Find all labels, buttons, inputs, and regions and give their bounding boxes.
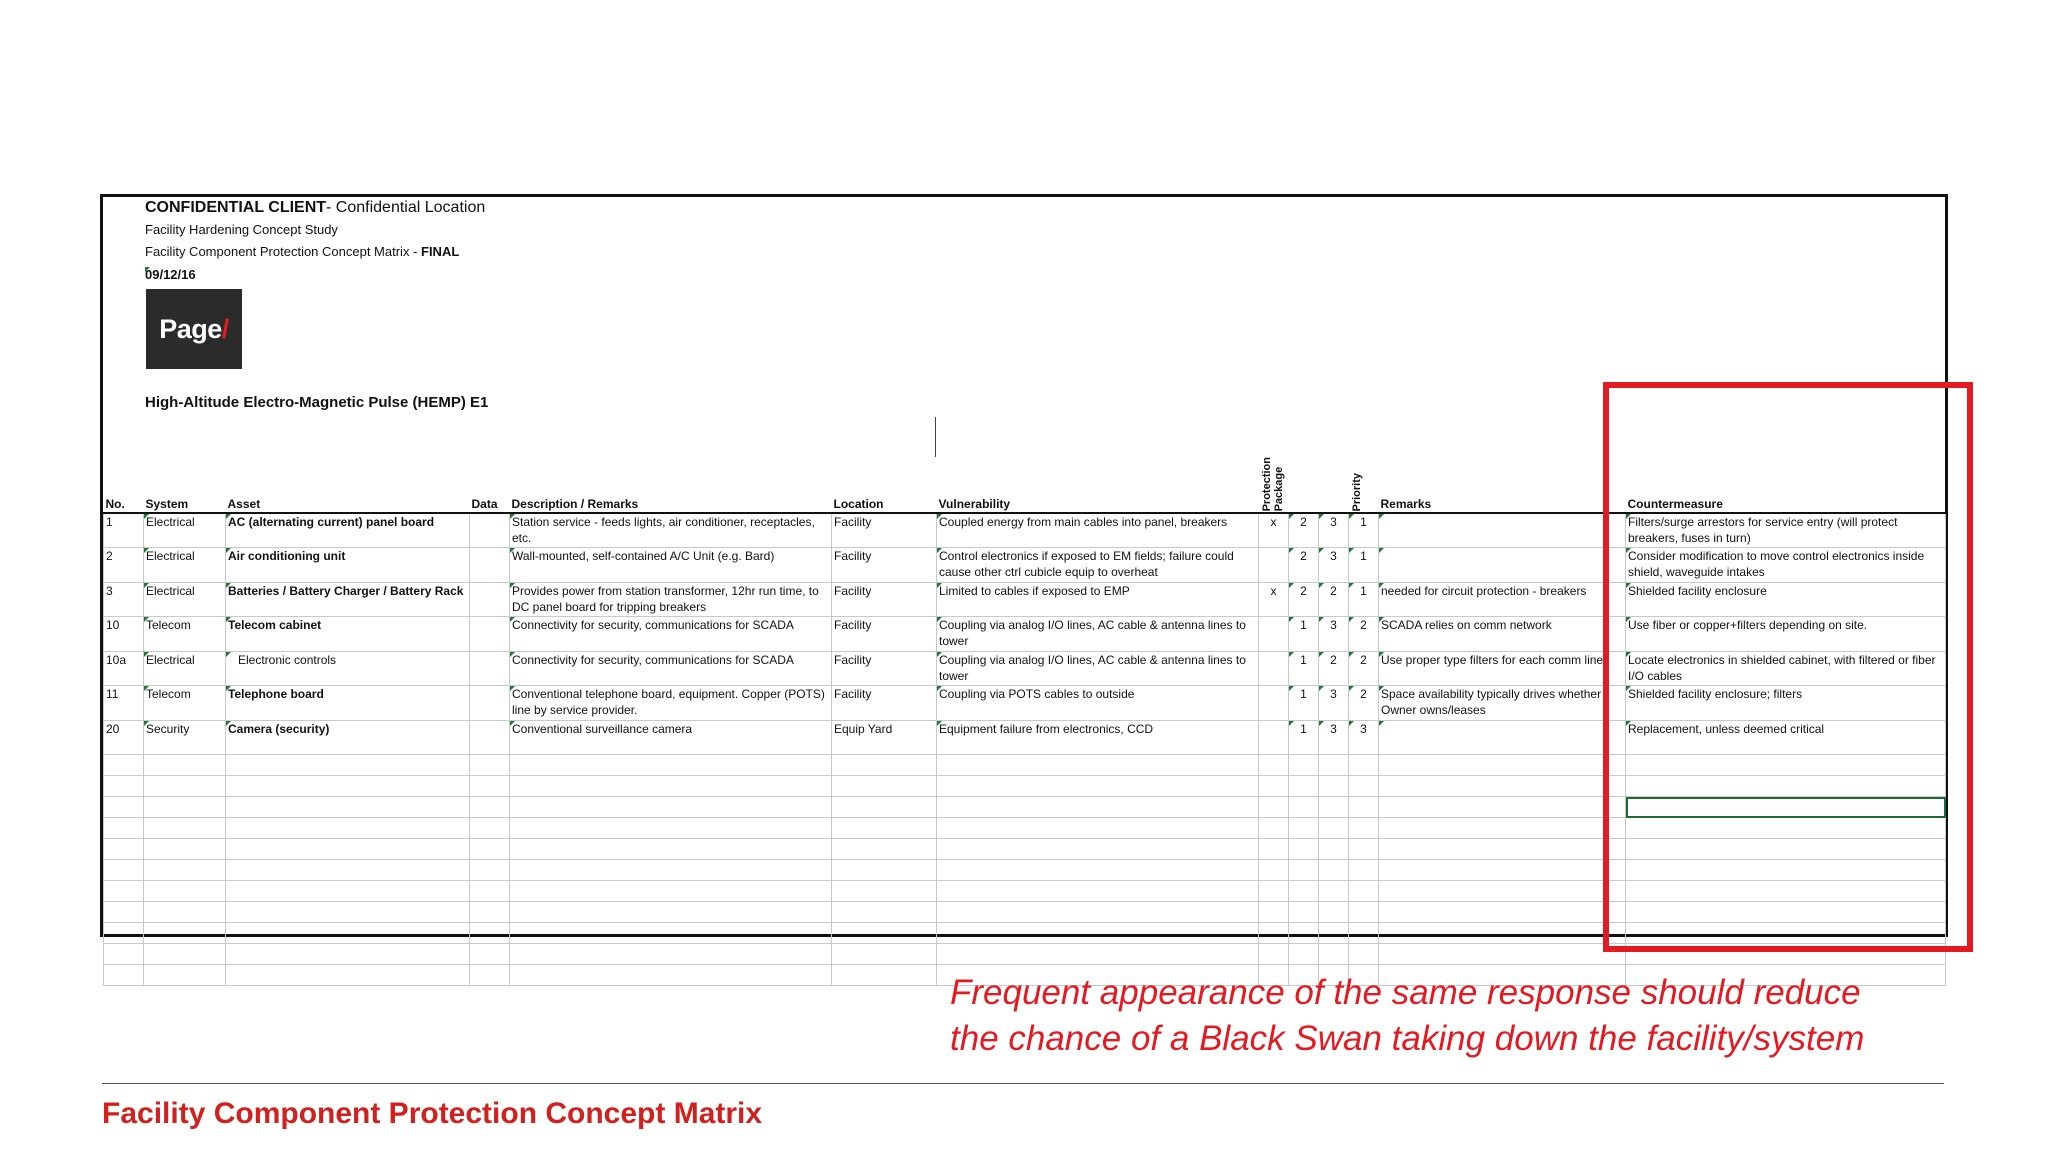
- cell-countermeasure[interactable]: Shielded facility enclosure: [1626, 582, 1946, 617]
- col-header-location[interactable]: Location: [832, 457, 937, 513]
- cell-remarks[interactable]: [1379, 720, 1626, 755]
- cell-score-1[interactable]: 1: [1289, 720, 1319, 755]
- empty-cell[interactable]: [1289, 923, 1319, 944]
- empty-cell[interactable]: [937, 923, 1259, 944]
- cell-countermeasure[interactable]: Consider modification to move control electronics inside shield, waveguide intakes: [1626, 548, 1946, 583]
- empty-cell[interactable]: [832, 881, 937, 902]
- cell-system[interactable]: Electrical: [144, 582, 226, 617]
- empty-cell[interactable]: [1319, 944, 1349, 965]
- col-header-vulnerability[interactable]: Vulnerability: [937, 457, 1259, 513]
- empty-cell[interactable]: [1259, 881, 1289, 902]
- empty-cell[interactable]: [144, 881, 226, 902]
- empty-cell[interactable]: [1349, 797, 1379, 818]
- cell-priority[interactable]: 2: [1349, 686, 1379, 721]
- cell-score-1[interactable]: 2: [1289, 582, 1319, 617]
- empty-cell[interactable]: [1379, 797, 1626, 818]
- cell-asset[interactable]: Air conditioning unit: [226, 548, 470, 583]
- matrix-title: [145, 244, 459, 259]
- cell-score-1[interactable]: 2: [1289, 548, 1319, 583]
- cell-countermeasure[interactable]: Filters/surge arrestors for service entry (will protect breakers, fuses in turn): [1626, 513, 1946, 548]
- col-header-description[interactable]: Description / Remarks: [510, 457, 832, 513]
- empty-cell[interactable]: [510, 944, 832, 965]
- col-header-countermeasure[interactable]: Countermeasure: [1626, 457, 1946, 513]
- empty-cell[interactable]: [832, 965, 937, 986]
- empty-cell[interactable]: [1289, 881, 1319, 902]
- cell-description[interactable]: Connectivity for security, communications for SCADA: [510, 651, 832, 686]
- empty-cell[interactable]: [1259, 818, 1289, 839]
- empty-cell[interactable]: [510, 755, 832, 776]
- empty-cell[interactable]: [832, 944, 937, 965]
- cell-asset[interactable]: Telephone board: [226, 686, 470, 721]
- empty-cell[interactable]: [937, 755, 1259, 776]
- cell-data[interactable]: [470, 686, 510, 721]
- cell-no[interactable]: 10a: [104, 651, 144, 686]
- empty-cell[interactable]: [1379, 839, 1626, 860]
- empty-cell[interactable]: [144, 818, 226, 839]
- empty-cell[interactable]: [510, 881, 832, 902]
- empty-cell[interactable]: [1349, 944, 1379, 965]
- client-location: - Confidential Location: [326, 199, 486, 216]
- cell-score-1[interactable]: 2: [1289, 513, 1319, 548]
- empty-cell[interactable]: [1259, 755, 1289, 776]
- empty-cell[interactable]: [226, 839, 470, 860]
- annotation-callout: [950, 970, 1970, 1062]
- col-header-blank-1[interactable]: [1289, 457, 1319, 513]
- empty-cell[interactable]: [937, 944, 1259, 965]
- cell-remarks[interactable]: SCADA relies on comm network: [1379, 617, 1626, 652]
- empty-cell[interactable]: [937, 818, 1259, 839]
- cell-vulnerability[interactable]: Control electronics if exposed to EM fields; failure could cause other ctrl cubicle equip to overheat: [937, 548, 1259, 583]
- cell-countermeasure[interactable]: Replacement, unless deemed critical: [1626, 720, 1946, 755]
- annotation-line-1: Frequent appearance of the same response should reduce: [950, 973, 1861, 1012]
- empty-cell[interactable]: [1259, 797, 1289, 818]
- empty-cell[interactable]: [1379, 818, 1626, 839]
- cell-no[interactable]: 20: [104, 720, 144, 755]
- empty-cell[interactable]: [1319, 776, 1349, 797]
- cell-score-2[interactable]: 2: [1319, 582, 1349, 617]
- empty-cell[interactable]: [1319, 797, 1349, 818]
- empty-cell[interactable]: [1349, 839, 1379, 860]
- empty-cell[interactable]: [470, 902, 510, 923]
- cell-remarks[interactable]: needed for circuit protection - breakers: [1379, 582, 1626, 617]
- empty-cell[interactable]: [226, 965, 470, 986]
- empty-cell[interactable]: [144, 860, 226, 881]
- logo-slash: /: [221, 313, 229, 344]
- empty-cell[interactable]: [470, 965, 510, 986]
- empty-cell[interactable]: [1319, 923, 1349, 944]
- empty-cell[interactable]: [1319, 755, 1349, 776]
- cell-description[interactable]: Wall-mounted, self-contained A/C Unit (e.g. Bard): [510, 548, 832, 583]
- empty-cell[interactable]: [510, 818, 832, 839]
- empty-cell[interactable]: [1379, 923, 1626, 944]
- empty-cell[interactable]: [1259, 839, 1289, 860]
- cell-no[interactable]: 2: [104, 548, 144, 583]
- cell-vulnerability[interactable]: Coupling via POTS cables to outside: [937, 686, 1259, 721]
- cell-data[interactable]: [470, 617, 510, 652]
- empty-cell[interactable]: [1349, 818, 1379, 839]
- empty-cell[interactable]: [144, 797, 226, 818]
- cell-location[interactable]: Facility: [832, 582, 937, 617]
- cell-data[interactable]: [470, 582, 510, 617]
- empty-cell[interactable]: [1379, 944, 1626, 965]
- empty-cell[interactable]: [144, 944, 226, 965]
- empty-cell[interactable]: [1259, 860, 1289, 881]
- empty-cell[interactable]: [104, 923, 144, 944]
- empty-cell[interactable]: [470, 818, 510, 839]
- empty-cell[interactable]: [104, 902, 144, 923]
- header-divider: [935, 417, 936, 457]
- empty-cell[interactable]: [832, 923, 937, 944]
- empty-cell[interactable]: [1289, 755, 1319, 776]
- footer-divider: [102, 1083, 1944, 1084]
- cell-asset[interactable]: Electronic controls: [226, 651, 470, 686]
- empty-cell[interactable]: [144, 776, 226, 797]
- cell-score-2[interactable]: 2: [1319, 651, 1349, 686]
- col-header-system[interactable]: System: [144, 457, 226, 513]
- client-name: CONFIDENTIAL CLIENT: [145, 199, 327, 216]
- empty-cell[interactable]: [510, 797, 832, 818]
- empty-cell[interactable]: [104, 944, 144, 965]
- countermeasure-highlight-box: [1603, 382, 1973, 952]
- empty-cell[interactable]: [1259, 923, 1289, 944]
- empty-cell[interactable]: [1349, 755, 1379, 776]
- empty-cell[interactable]: [144, 755, 226, 776]
- logo-text: Page: [159, 313, 222, 344]
- cell-remarks[interactable]: Space availability typically drives whether Owner owns/leases: [1379, 686, 1626, 721]
- empty-cell[interactable]: [104, 776, 144, 797]
- col-header-protection-package[interactable]: [1259, 457, 1289, 513]
- matrix-final-label: FINAL: [421, 244, 460, 259]
- empty-cell[interactable]: [937, 797, 1259, 818]
- cell-data[interactable]: [470, 651, 510, 686]
- empty-cell[interactable]: [470, 776, 510, 797]
- cell-score-2[interactable]: 3: [1319, 513, 1349, 548]
- col-header-priority[interactable]: [1349, 457, 1379, 513]
- cell-score-2[interactable]: 3: [1319, 720, 1349, 755]
- cell-protection-package[interactable]: x: [1259, 582, 1289, 617]
- empty-cell[interactable]: [937, 902, 1259, 923]
- empty-cell[interactable]: [1319, 881, 1349, 902]
- empty-cell[interactable]: [104, 965, 144, 986]
- empty-cell[interactable]: [1379, 881, 1626, 902]
- cell-priority[interactable]: 1: [1349, 548, 1379, 583]
- empty-cell[interactable]: [832, 860, 937, 881]
- cell-score-1[interactable]: 1: [1289, 617, 1319, 652]
- page-logo: [146, 289, 242, 369]
- empty-cell[interactable]: [226, 881, 470, 902]
- cell-data[interactable]: [470, 720, 510, 755]
- col-header-blank-2[interactable]: [1319, 457, 1349, 513]
- cell-location[interactable]: Equip Yard: [832, 720, 937, 755]
- cell-data[interactable]: [470, 513, 510, 548]
- cell-description[interactable]: Provides power from station transformer, 12hr run time, to DC panel board for tripping breakers: [510, 582, 832, 617]
- cell-system[interactable]: Electrical: [144, 513, 226, 548]
- empty-cell[interactable]: [104, 860, 144, 881]
- empty-cell[interactable]: [1289, 818, 1319, 839]
- empty-cell[interactable]: [1379, 776, 1626, 797]
- annotation-line-2: the chance of a Black Swan taking down the facility/system: [950, 1019, 1865, 1058]
- cell-priority[interactable]: 2: [1349, 651, 1379, 686]
- empty-cell[interactable]: [1349, 902, 1379, 923]
- empty-cell[interactable]: [1289, 860, 1319, 881]
- cell-protection-package[interactable]: [1259, 617, 1289, 652]
- cell-countermeasure[interactable]: Shielded facility enclosure; filters: [1626, 686, 1946, 721]
- cell-no[interactable]: 3: [104, 582, 144, 617]
- empty-cell[interactable]: [937, 776, 1259, 797]
- cell-protection-package[interactable]: [1259, 720, 1289, 755]
- cell-score-1[interactable]: 1: [1289, 686, 1319, 721]
- empty-cell[interactable]: [832, 839, 937, 860]
- empty-cell[interactable]: [470, 944, 510, 965]
- empty-cell[interactable]: [470, 860, 510, 881]
- empty-cell[interactable]: [144, 839, 226, 860]
- study-title: Facility Hardening Concept Study: [145, 222, 338, 237]
- empty-cell[interactable]: [937, 881, 1259, 902]
- empty-cell[interactable]: [144, 965, 226, 986]
- cell-system[interactable]: Telecom: [144, 686, 226, 721]
- empty-cell[interactable]: [832, 818, 937, 839]
- cell-location[interactable]: Facility: [832, 686, 937, 721]
- empty-cell[interactable]: [832, 902, 937, 923]
- cell-protection-package[interactable]: [1259, 548, 1289, 583]
- cell-vulnerability[interactable]: Coupling via analog I/O lines, AC cable & antenna lines to tower: [937, 651, 1259, 686]
- cell-location[interactable]: Facility: [832, 651, 937, 686]
- priority-label: Priority: [1350, 472, 1363, 512]
- protection-package-label: Protection Package: [1260, 457, 1285, 512]
- cell-priority[interactable]: 1: [1349, 513, 1379, 548]
- empty-cell[interactable]: [1349, 881, 1379, 902]
- empty-cell[interactable]: [1259, 902, 1289, 923]
- empty-cell[interactable]: [226, 944, 470, 965]
- empty-cell[interactable]: [1259, 776, 1289, 797]
- empty-cell[interactable]: [226, 797, 470, 818]
- empty-cell[interactable]: [1319, 818, 1349, 839]
- cell-remarks[interactable]: [1379, 548, 1626, 583]
- section-title: High-Altitude Electro-Magnetic Pulse (HEMP) E1: [145, 394, 489, 411]
- empty-cell[interactable]: [1349, 860, 1379, 881]
- cell-location[interactable]: Facility: [832, 548, 937, 583]
- empty-cell[interactable]: [1289, 944, 1319, 965]
- cell-protection-package[interactable]: [1259, 651, 1289, 686]
- empty-cell[interactable]: [144, 923, 226, 944]
- cell-system[interactable]: Telecom: [144, 617, 226, 652]
- empty-cell[interactable]: [470, 923, 510, 944]
- empty-cell[interactable]: [1349, 776, 1379, 797]
- col-header-data[interactable]: Data: [470, 457, 510, 513]
- cell-location[interactable]: Facility: [832, 617, 937, 652]
- document-date: 09/12/16: [145, 267, 1987, 282]
- cell-vulnerability[interactable]: Limited to cables if exposed to EMP: [937, 582, 1259, 617]
- cell-location[interactable]: Facility: [832, 513, 937, 548]
- empty-cell[interactable]: [510, 839, 832, 860]
- empty-cell[interactable]: [104, 881, 144, 902]
- cell-asset[interactable]: Batteries / Battery Charger / Battery Rack: [226, 582, 470, 617]
- empty-cell[interactable]: [226, 818, 470, 839]
- empty-cell[interactable]: [104, 797, 144, 818]
- cell-priority[interactable]: 2: [1349, 617, 1379, 652]
- col-header-no[interactable]: No.: [104, 457, 144, 513]
- cell-data[interactable]: [470, 548, 510, 583]
- empty-cell[interactable]: [1379, 860, 1626, 881]
- cell-asset[interactable]: Telecom cabinet: [226, 617, 470, 652]
- col-header-remarks[interactable]: Remarks: [1379, 457, 1626, 513]
- empty-cell[interactable]: [226, 755, 470, 776]
- empty-cell[interactable]: [937, 860, 1259, 881]
- empty-cell[interactable]: [226, 923, 470, 944]
- cell-score-1[interactable]: 1: [1289, 651, 1319, 686]
- cell-description[interactable]: Connectivity for security, communications for SCADA: [510, 617, 832, 652]
- empty-cell[interactable]: [226, 902, 470, 923]
- cell-no[interactable]: 10: [104, 617, 144, 652]
- cell-vulnerability[interactable]: Coupling via analog I/O lines, AC cable & antenna lines to tower: [937, 617, 1259, 652]
- cell-countermeasure[interactable]: Use fiber or copper+filters depending on site.: [1626, 617, 1946, 652]
- cell-description[interactable]: Station service - feeds lights, air conditioner, receptacles, etc.: [510, 513, 832, 548]
- matrix-title-text: Facility Component Protection Concept Matrix -: [145, 244, 421, 259]
- cell-priority[interactable]: 3: [1349, 720, 1379, 755]
- empty-cell[interactable]: [1319, 902, 1349, 923]
- empty-cell[interactable]: [1379, 902, 1626, 923]
- cell-system[interactable]: Electrical: [144, 651, 226, 686]
- empty-cell[interactable]: [1289, 797, 1319, 818]
- cell-description[interactable]: Conventional telephone board, equipment. Copper (POTS) line by service provider.: [510, 686, 832, 721]
- empty-cell[interactable]: [1379, 755, 1626, 776]
- empty-cell[interactable]: [1289, 902, 1319, 923]
- empty-cell[interactable]: [104, 755, 144, 776]
- empty-cell[interactable]: [104, 818, 144, 839]
- cell-remarks[interactable]: [1379, 513, 1626, 548]
- cell-countermeasure[interactable]: Locate electronics in shielded cabinet, with filtered or fiber I/O cables: [1626, 651, 1946, 686]
- cell-score-2[interactable]: 3: [1319, 617, 1349, 652]
- cell-score-2[interactable]: 3: [1319, 548, 1349, 583]
- empty-cell[interactable]: [1259, 944, 1289, 965]
- footer-title: Facility Component Protection Concept Matrix: [102, 1097, 763, 1130]
- client-line: [145, 199, 485, 217]
- cell-description[interactable]: Conventional surveillance camera: [510, 720, 832, 755]
- empty-cell[interactable]: [1349, 923, 1379, 944]
- cell-remarks[interactable]: Use proper type filters for each comm line.: [1379, 651, 1626, 686]
- empty-cell[interactable]: [510, 965, 832, 986]
- cell-score-2[interactable]: 3: [1319, 686, 1349, 721]
- empty-cell[interactable]: [104, 839, 144, 860]
- cell-vulnerability[interactable]: Equipment failure from electronics, CCD: [937, 720, 1259, 755]
- cell-priority[interactable]: 1: [1349, 582, 1379, 617]
- empty-cell[interactable]: [1289, 776, 1319, 797]
- cell-system[interactable]: Electrical: [144, 548, 226, 583]
- empty-cell[interactable]: [510, 902, 832, 923]
- empty-cell[interactable]: [510, 923, 832, 944]
- cell-no[interactable]: 1: [104, 513, 144, 548]
- empty-cell[interactable]: [832, 755, 937, 776]
- empty-cell[interactable]: [832, 776, 937, 797]
- empty-cell[interactable]: [226, 776, 470, 797]
- empty-cell[interactable]: [1319, 860, 1349, 881]
- cell-protection-package[interactable]: [1259, 686, 1289, 721]
- empty-cell[interactable]: [510, 860, 832, 881]
- empty-cell[interactable]: [470, 797, 510, 818]
- empty-cell[interactable]: [470, 755, 510, 776]
- cell-protection-package[interactable]: x: [1259, 513, 1289, 548]
- cell-system[interactable]: Security: [144, 720, 226, 755]
- empty-cell[interactable]: [510, 776, 832, 797]
- cell-no[interactable]: 11: [104, 686, 144, 721]
- empty-cell[interactable]: [226, 860, 470, 881]
- empty-cell[interactable]: [144, 902, 226, 923]
- empty-cell[interactable]: [470, 839, 510, 860]
- cell-asset[interactable]: AC (alternating current) panel board: [226, 513, 470, 548]
- cell-vulnerability[interactable]: Coupled energy from main cables into panel, breakers: [937, 513, 1259, 548]
- cell-asset[interactable]: Camera (security): [226, 720, 470, 755]
- empty-cell[interactable]: [832, 797, 937, 818]
- empty-cell[interactable]: [1319, 839, 1349, 860]
- empty-cell[interactable]: [1289, 839, 1319, 860]
- empty-cell[interactable]: [470, 881, 510, 902]
- empty-cell[interactable]: [937, 839, 1259, 860]
- col-header-asset[interactable]: Asset: [226, 457, 470, 513]
